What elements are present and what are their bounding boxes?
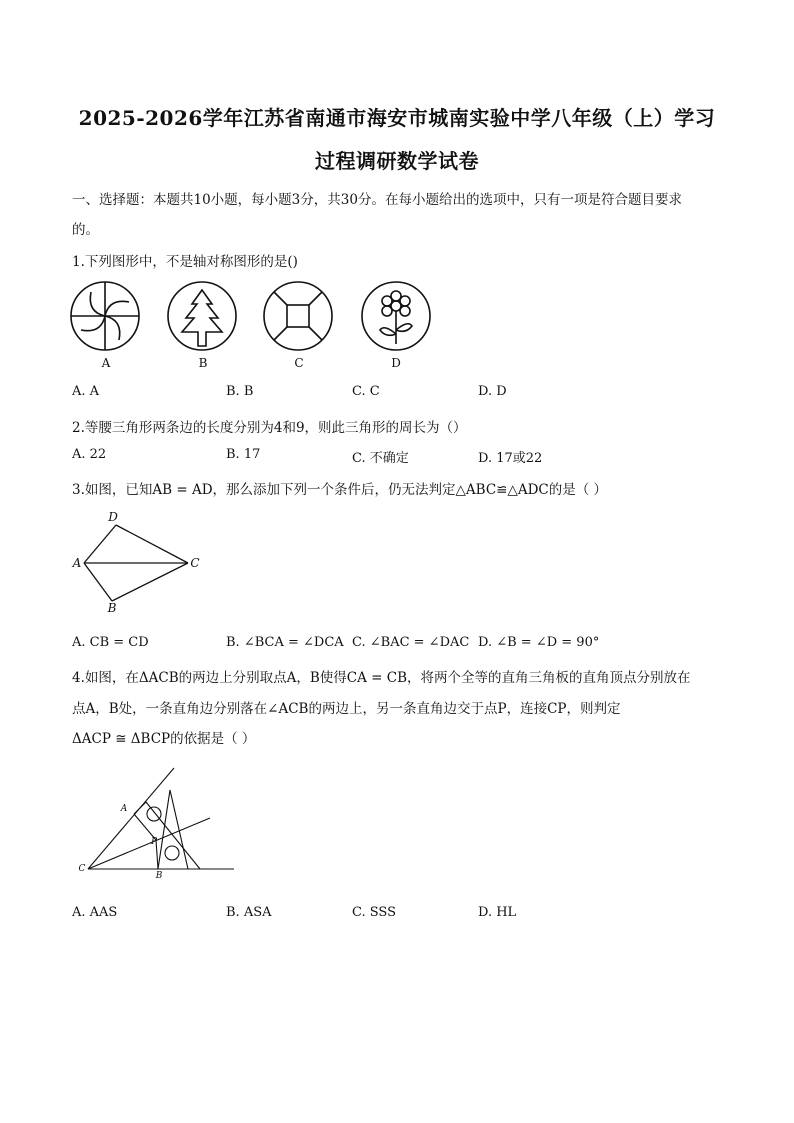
q3-option-d[interactable]: D. ∠B = ∠D = 90° [478, 635, 600, 650]
q4-label-p: P [150, 837, 158, 847]
q3-label-a: A [72, 556, 82, 570]
q3-label-d: D [108, 510, 118, 524]
q2-option-a[interactable]: A. 22 [72, 447, 107, 462]
q3-option-a[interactable]: A. CB = CD [72, 635, 149, 650]
q1-option-b[interactable]: B. B [226, 384, 254, 399]
exam-title-line2: 过程调研数学试卷 [315, 149, 479, 173]
q4-figure-triangle-boards [72, 762, 242, 884]
q4-option-c[interactable]: C. SSS [352, 905, 397, 920]
tree-figure [168, 282, 236, 350]
pinwheel-figure [71, 282, 139, 350]
q1-figure-label-a: A [101, 356, 111, 370]
q4-label-a: A [120, 804, 128, 814]
q2-option-c[interactable]: C. 不确定 [352, 451, 409, 466]
q1-figure-label-b: B [198, 356, 208, 370]
q4-stem-line1: 4.如图，在ΔACB的两边上分别取点A，B使得CA = CB，将两个全等的直角三角板的直角顶点分别放在 [72, 670, 691, 686]
q1-option-d[interactable]: D. D [478, 384, 507, 399]
q1-stem: 1.下列图形中，不是轴对称图形的是() [72, 254, 298, 270]
q3-label-c: C [190, 556, 200, 570]
flower-figure [362, 282, 430, 350]
q2-option-b[interactable]: B. 17 [226, 447, 261, 462]
exam-title-line1: 2025-2026学年江苏省南通市海安市城南实验中学八年级（上）学习 [78, 106, 716, 130]
q1-figures [68, 280, 438, 356]
q1-option-a[interactable]: A. A [72, 384, 100, 399]
q4-option-a[interactable]: A. AAS [72, 905, 118, 920]
q4-stem-line3: ΔACP ≅ ΔBCP的依据是（ ） [72, 731, 256, 747]
q3-option-b[interactable]: B. ∠BCA = ∠DCA [226, 635, 344, 650]
section-instructions-line2: 的。 [72, 222, 99, 238]
q1-figure-label-d: D [391, 356, 401, 370]
q4-label-b: B [155, 871, 163, 881]
q2-option-d[interactable]: D. 17或22 [478, 451, 543, 466]
square-figure [264, 282, 332, 350]
q1-option-c[interactable]: C. C [352, 384, 380, 399]
q3-stem: 3.如图，已知AB = AD，那么添加下列一个条件后，仍无法判定△ABC≌△ADC的是（ ） [72, 482, 608, 498]
q4-option-b[interactable]: B. ASA [226, 905, 272, 920]
q1-figure-label-c: C [294, 356, 304, 370]
q4-option-d[interactable]: D. HL [478, 905, 517, 920]
q3-option-c[interactable]: C. ∠BAC = ∠DAC [352, 635, 470, 650]
q4-stem-line2: 点A，B处，一条直角边分别落在∠ACB的两边上，另一条直角边交于点P，连接CP，则判定 [72, 701, 621, 717]
q4-label-c: C [78, 864, 86, 874]
section-instructions-line1: 一、选择题：本题共10小题，每小题3分，共30分。在每小题给出的选项中，只有一项是符合题目要求 [72, 192, 682, 208]
q3-label-b: B [107, 601, 117, 615]
q2-stem: 2.等腰三角形两条边的长度分别为4和9，则此三角形的周长为（） [72, 420, 467, 436]
